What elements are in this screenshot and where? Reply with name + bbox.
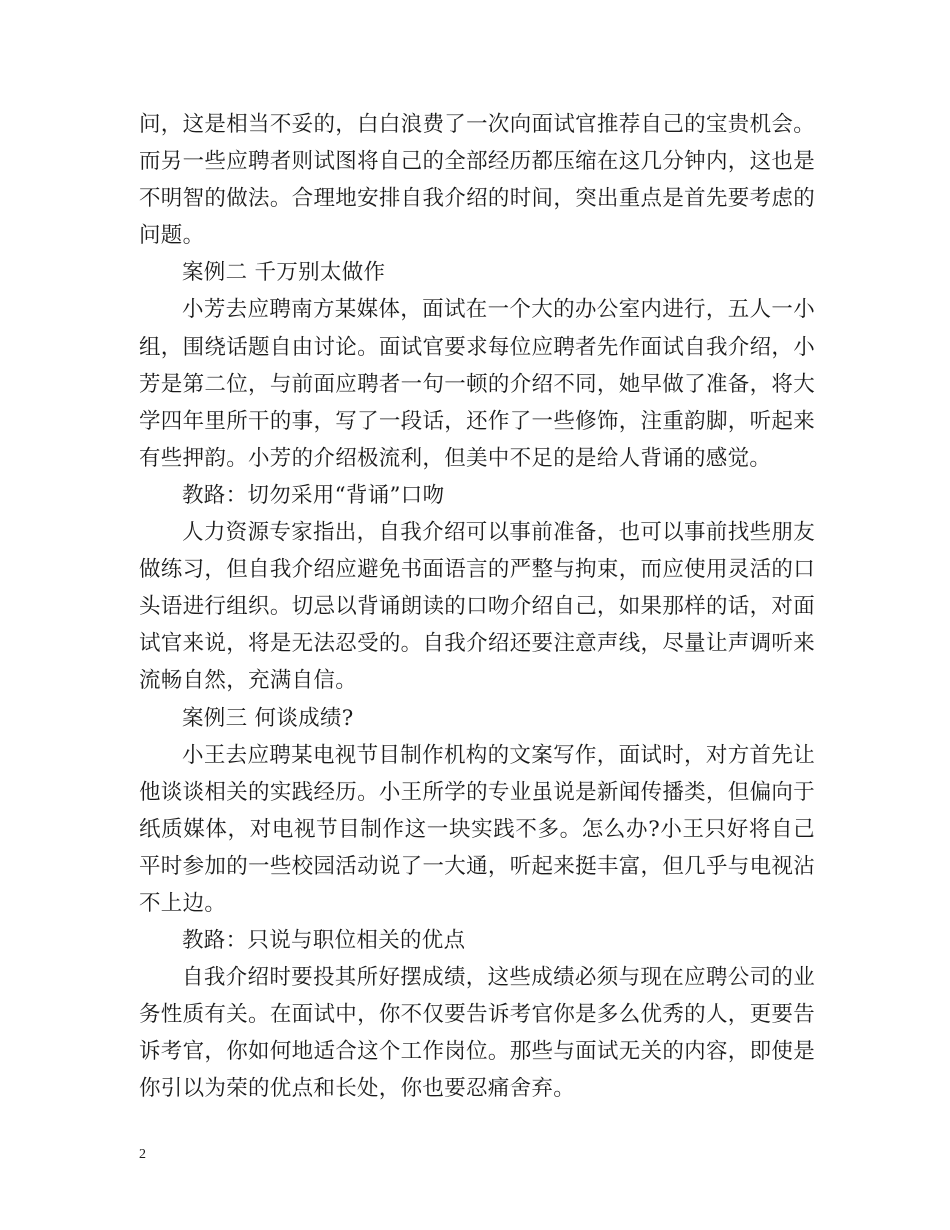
- case-three-paragraph: 小王去应聘某电视节目制作机构的文案写作，面试时，对方首先让他谈谈相关的实践经历。小王所学的专业虽说是新闻传播类，但偏向于纸质媒体，对电视节目制作这一块实践不多。怎么办?小王只好将自己平时参加的一些校园活动说了一大通，听起来挺丰富，但几乎与电视沾不上边。: [139, 742, 815, 916]
- case-two-paragraph: 小芳去应聘南方某媒体，面试在一个大的办公室内进行，五人一小组，围绕话题自由讨论。面试官要求每位应聘者先作面试自我介绍，小芳是第二位，与前面应聘者一句一顿的介绍不同，她早做了准备，将大学四年里所干的事，写了一段话，还作了一些修饰，注重韵脚，听起来有些押韵。小芳的介绍极流利，但美中不足的是给人背诵的感觉。: [139, 297, 815, 471]
- case-two-heading: 案例二 千万别太做作: [182, 260, 386, 286]
- tip-three-heading: 教路：只说与职位相关的优点: [182, 928, 466, 954]
- document-body: [139, 106, 815, 1108]
- page-number: 2: [139, 1147, 146, 1162]
- tip-three-paragraph: 自我介绍时要投其所好摆成绩，这些成绩必须与现在应聘公司的业务性质有关。在面试中，你不仅要告诉考官你是多么优秀的人，更要告诉考官，你如何地适合这个工作岗位。那些与面试无关的内容，即使是你引以为荣的优点和长处，你也要忍痛舍弃。: [139, 965, 815, 1102]
- case-three-heading: 案例三 何谈成绩?: [182, 705, 354, 731]
- tip-two-paragraph: 人力资源专家指出，自我介绍可以事前准备，也可以事前找些朋友做练习，但自我介绍应避免书面语言的严整与拘束，而应使用灵活的口头语进行组织。切忌以背诵朗读的口吻介绍自己，如果那样的话，对面试官来说，将是无法忍受的。自我介绍还要注意声线，尽量让声调听来流畅自然，充满自信。: [139, 520, 815, 694]
- paragraph-continuation: 问，这是相当不妥的，白白浪费了一次向面试官推荐自己的宝贵机会。而另一些应聘者则试图将自己的全部经历都压缩在这几分钟内，这也是不明智的做法。合理地安排自我介绍的时间，突出重点是首先要考虑的问题。: [139, 112, 815, 249]
- tip-two-heading: 教路：切勿采用“背诵”口吻: [182, 482, 445, 508]
